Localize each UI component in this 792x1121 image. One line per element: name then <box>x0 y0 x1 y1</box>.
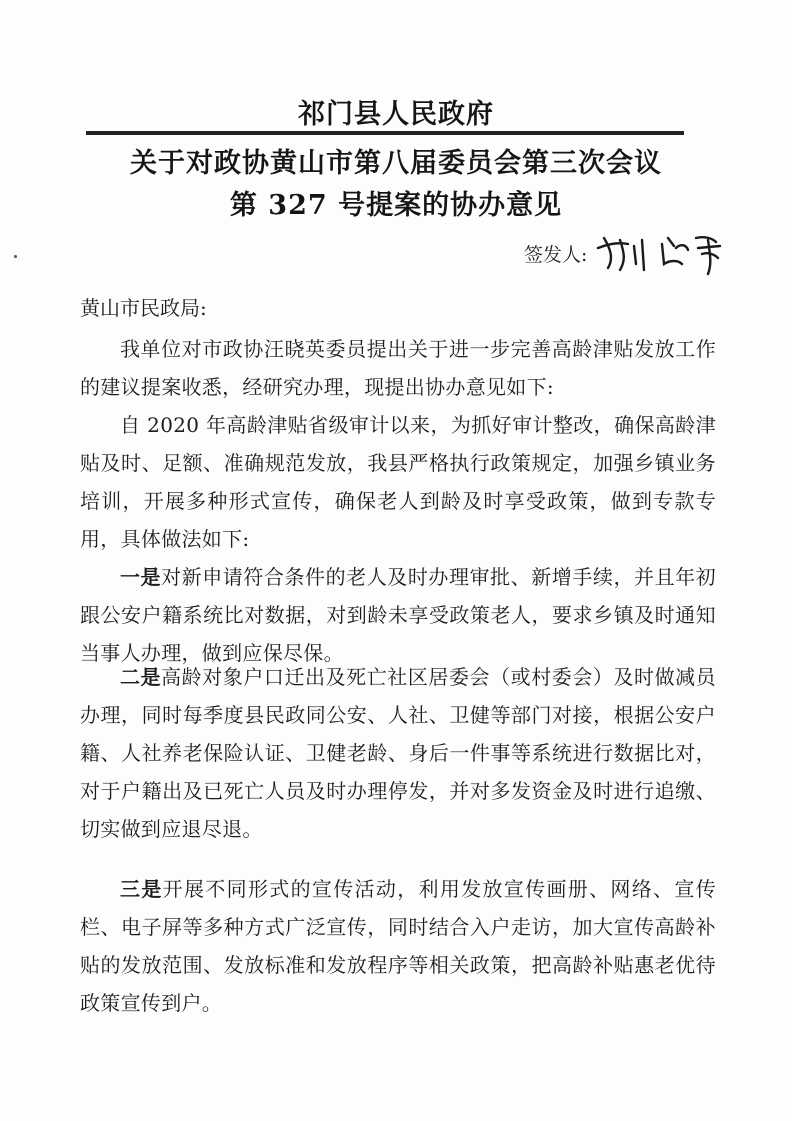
paragraph-text: 开展不同形式的宣传活动，利用发放宣传画册、网络、宣传栏、电子屏等多种方式广泛宣传，同时结合入户走访，加大宣传高龄补贴的发放范围、发放标准和发放程序等相关政策，把高龄补贴惠老优待政策宣传到户。 <box>80 877 716 1015</box>
issuing-authority: 祁门县人民政府 <box>298 99 494 130</box>
document-title-line-1: 关于对政协黄山市第八届委员会第三次会议 <box>130 148 662 179</box>
paragraph-text: 自 2020 年高龄津贴省级审计以来，为抓好审计整改，确保高龄津贴及时、足额、准确规范发放，我县严格执行政策规定，加强乡镇业务培训，开展多种形式宣传，确保老人到龄及时享受政策，做到专款专用，具体做法如下: <box>80 413 716 551</box>
paragraph-point-three <box>80 870 716 1022</box>
paragraph-point-two <box>80 658 716 848</box>
paragraph-lead: 二是 <box>120 665 162 689</box>
handwritten-signature <box>590 226 750 276</box>
paragraph-text: 高龄对象户口迁出及死亡社区居委会（或村委会）及时做减员办理，同时每季度县民政同公安、人社、卫健等部门对接，根据公安户籍、人社养老保险认证、卫健老龄、身后一件事等系统进行数据比对，对于户籍出及已死亡人员及时办理停发，并对多发资金及时进行追缴、切实做到应退尽退。 <box>80 665 716 841</box>
paragraph-background <box>80 406 716 558</box>
signer-label: 签发人: <box>524 244 588 266</box>
paragraph-intro <box>80 330 716 406</box>
header-rule <box>86 131 684 135</box>
paragraph-point-one <box>80 558 716 672</box>
paragraph-text: 对新申请符合条件的老人及时办理审批、新增手续，并且年初跟公安户籍系统比对数据，对到龄未享受政策老人，要求乡镇及时通知当事人办理，做到应保尽保。 <box>80 565 716 665</box>
scan-speck <box>14 255 17 258</box>
paragraph-lead: 三是 <box>120 877 163 901</box>
paragraph-text: 我单位对市政协汪晓英委员提出关于进一步完善高龄津贴发放工作的建议提案收悉，经研究办理，现提出协办意见如下: <box>80 337 716 399</box>
document-title-line-2: 第 327 号提案的协办意见 <box>229 190 563 221</box>
paragraph-lead: 一是 <box>120 565 162 589</box>
recipient-line: 黄山市民政局: <box>80 296 207 320</box>
